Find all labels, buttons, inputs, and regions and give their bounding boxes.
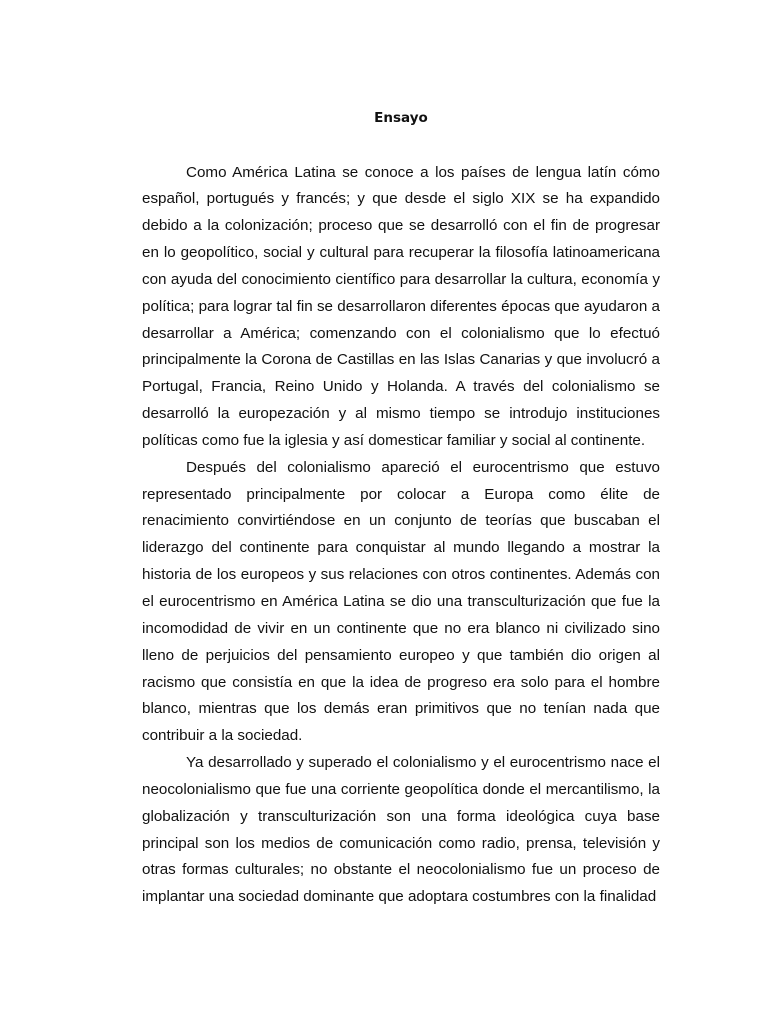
- paragraph-neocolonialismo: Ya desarrollado y superado el colonialismo y el eurocentrismo nace el neocolonialismo que fue una corriente geopolítica donde el mercantilismo, la globalización y transculturización son una forma ideológica cuya base principal son los medios de comunicación como radio, prensa, televisión y otras formas culturales; no obstante el neocolonialismo fue un proceso de implantar una sociedad dominante que adoptara costumbres con la finalidad: [142, 754, 660, 906]
- document-body: [142, 160, 660, 912]
- document-title: Ensayo: [374, 110, 428, 126]
- paragraph-eurocentrismo: Después del colonialismo apareció el eurocentrismo que estuvo representado principalmente por colocar a Europa como élite de renacimiento convirtiéndose en un conjunto de teorías que buscaban el liderazgo del continente para conquistar al mundo llegando a mostrar la historia de los europeos y sus relaciones con otros continentes. Además con el eurocentrismo en América Latina se dio una transculturización que fue la incomodidad de vivir en un continente que no era blanco ni civilizado sino lleno de perjuicios del pensamiento europeo y que también dio origen al racismo que consistía en que la idea de progreso era solo para el hombre blanco, mientras que los demás eran primitivos que no tenían nada que contribuir a la sociedad.: [142, 458, 660, 745]
- paragraph-colonialismo: Como América Latina se conoce a los países de lengua latín cómo español, portugués y francés; y que desde el siglo XIX se ha expandido debido a la colonización; proceso que se desarrolló con el fin de progresar en lo geopolítico, social y cultural para recuperar la filosofía latinoamericana con ayuda del conocimiento científico para desarrollar la cultura, economía y política; para lograr tal fin se desarrollaron diferentes épocas que ayudaron a desarrollar a América; comenzando con el colonialismo que lo efectuó principalmente la Corona de Castillas en las Islas Canarias y que involucró a Portugal, Francia, Reino Unido y Holanda. A través del colonialismo se desarrolló la europezación y al mismo tiempo se introdujo instituciones políticas como fue la iglesia y así domesticar familiar y social al continente.: [142, 163, 660, 449]
